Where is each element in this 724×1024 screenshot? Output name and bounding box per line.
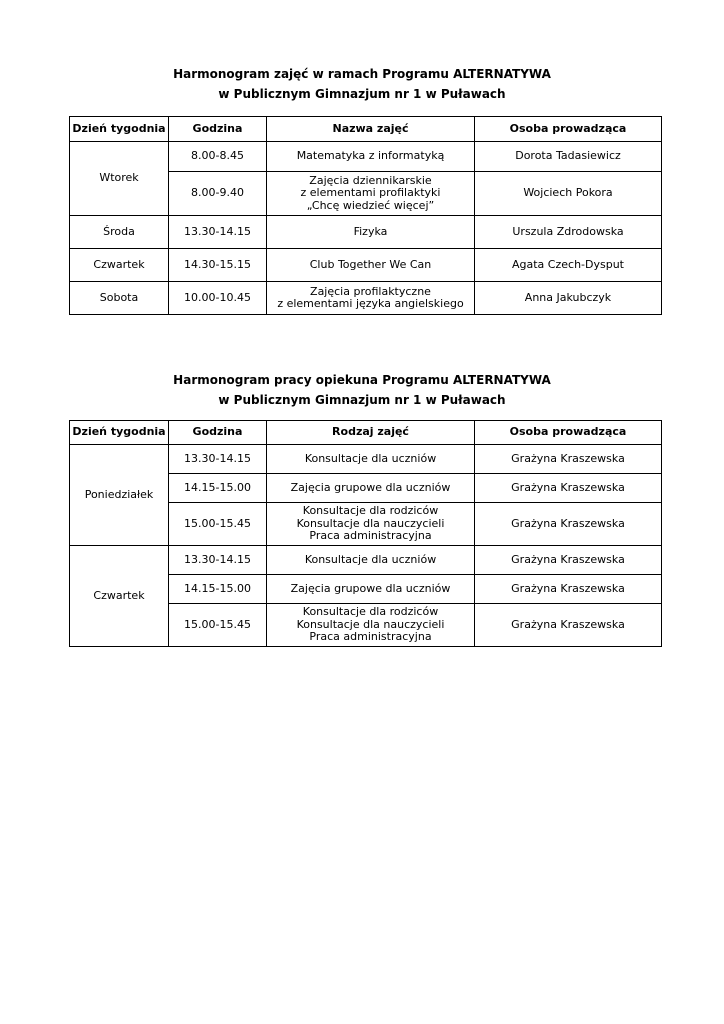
- header-name: Nazwa zajęć: [267, 117, 475, 142]
- kind-cell: [267, 546, 475, 575]
- person-cell: Grażyna Kraszewska: [475, 474, 662, 503]
- classes-schedule-table: [69, 116, 662, 315]
- name-cell: [267, 172, 475, 216]
- kind-line: Konsultacje dla rodziców: [302, 504, 439, 518]
- kind-cell: [267, 503, 475, 546]
- name-line: z elementami profilaktyki: [300, 186, 441, 200]
- kind-line: Zajęcia grupowe dla uczniów: [290, 480, 451, 494]
- person-cell: Grażyna Kraszewska: [475, 546, 662, 575]
- schedule-title-2: [0, 370, 724, 410]
- name-line: Zajęcia profilaktyczne: [310, 284, 431, 298]
- schedule-title-1: [0, 64, 724, 104]
- title-1-line-2: w Publicznym Gimnazjum nr 1 w Puławach: [218, 87, 506, 101]
- kind-line: Zajęcia grupowe dla uczniów: [290, 581, 451, 595]
- kind-line: Praca administracyjna: [309, 529, 432, 543]
- time-cell: 13.30-14.15: [169, 445, 267, 474]
- person-cell: Grażyna Kraszewska: [475, 604, 662, 647]
- kind-cell: [267, 474, 475, 503]
- time-cell: 13.30-14.15: [169, 216, 267, 249]
- name-line: Fizyka: [353, 224, 388, 238]
- kind-line: Konsultacje dla rodziców: [302, 605, 439, 619]
- name-cell: [267, 249, 475, 282]
- table-row: [70, 216, 662, 249]
- header-time: Godzina: [169, 421, 267, 445]
- name-cell: [267, 216, 475, 249]
- title-2-line-2: w Publicznym Gimnazjum nr 1 w Puławach: [218, 393, 506, 407]
- kind-line: Praca administracyjna: [309, 630, 432, 644]
- person-cell: Anna Jakubczyk: [475, 282, 662, 315]
- person-cell: Dorota Tadasiewicz: [475, 142, 662, 172]
- time-cell: 15.00-15.45: [169, 503, 267, 546]
- day-cell: Środa: [70, 216, 169, 249]
- kind-cell: [267, 575, 475, 604]
- time-cell: 14.15-15.00: [169, 474, 267, 503]
- kind-line: Konsultacje dla uczniów: [304, 552, 437, 566]
- name-line: Club Together We Can: [309, 257, 432, 271]
- header-day: Dzień tygodnia: [70, 117, 169, 142]
- table-row: [70, 282, 662, 315]
- table-row: [70, 546, 662, 575]
- time-cell: 8.00-8.45: [169, 142, 267, 172]
- day-cell: Poniedziałek: [70, 445, 169, 546]
- time-cell: 14.15-15.00: [169, 575, 267, 604]
- table-row: [70, 249, 662, 282]
- header-kind: Rodzaj zajęć: [267, 421, 475, 445]
- time-cell: 15.00-15.45: [169, 604, 267, 647]
- name-line: Matematyka z informatyką: [296, 149, 445, 163]
- header-day: Dzień tygodnia: [70, 421, 169, 445]
- day-cell: Czwartek: [70, 546, 169, 647]
- name-line: z elementami języka angielskiego: [277, 297, 464, 310]
- person-cell: Grażyna Kraszewska: [475, 503, 662, 546]
- day-cell: Sobota: [70, 282, 169, 315]
- person-cell: Grażyna Kraszewska: [475, 445, 662, 474]
- header-time: Godzina: [169, 117, 267, 142]
- kind-line: Konsultacje dla nauczycieli: [296, 516, 445, 530]
- name-cell: [267, 282, 475, 315]
- person-cell: Wojciech Pokora: [475, 172, 662, 216]
- time-cell: 8.00-9.40: [169, 172, 267, 216]
- person-cell: Agata Czech-Dysput: [475, 249, 662, 282]
- title-1-line-1: Harmonogram zajęć w ramach Programu ALTERNATYWA: [173, 67, 551, 81]
- title-2-line-1: Harmonogram pracy opiekuna Programu ALTERNATYWA: [173, 373, 551, 387]
- day-cell: Wtorek: [70, 142, 169, 216]
- kind-cell: [267, 445, 475, 474]
- name-line: „Chcę wiedzieć więcej”: [306, 198, 435, 212]
- table-row: [70, 445, 662, 474]
- name-cell: [267, 142, 475, 172]
- day-cell: Czwartek: [70, 249, 169, 282]
- time-cell: 10.00-10.45: [169, 282, 267, 315]
- table-row: [70, 142, 662, 172]
- name-line: Zajęcia dziennikarskie: [309, 173, 432, 187]
- kind-line: Konsultacje dla uczniów: [304, 451, 437, 465]
- time-cell: 14.30-15.15: [169, 249, 267, 282]
- table-header-row: [70, 117, 662, 142]
- time-cell: 13.30-14.15: [169, 546, 267, 575]
- kind-cell: [267, 604, 475, 647]
- table-header-row: [70, 421, 662, 445]
- header-person: Osoba prowadząca: [475, 421, 662, 445]
- header-person: Osoba prowadząca: [475, 117, 662, 142]
- caretaker-schedule-table: [69, 420, 662, 647]
- kind-line: Konsultacje dla nauczycieli: [296, 617, 445, 631]
- person-cell: Grażyna Kraszewska: [475, 575, 662, 604]
- person-cell: Urszula Zdrodowska: [475, 216, 662, 249]
